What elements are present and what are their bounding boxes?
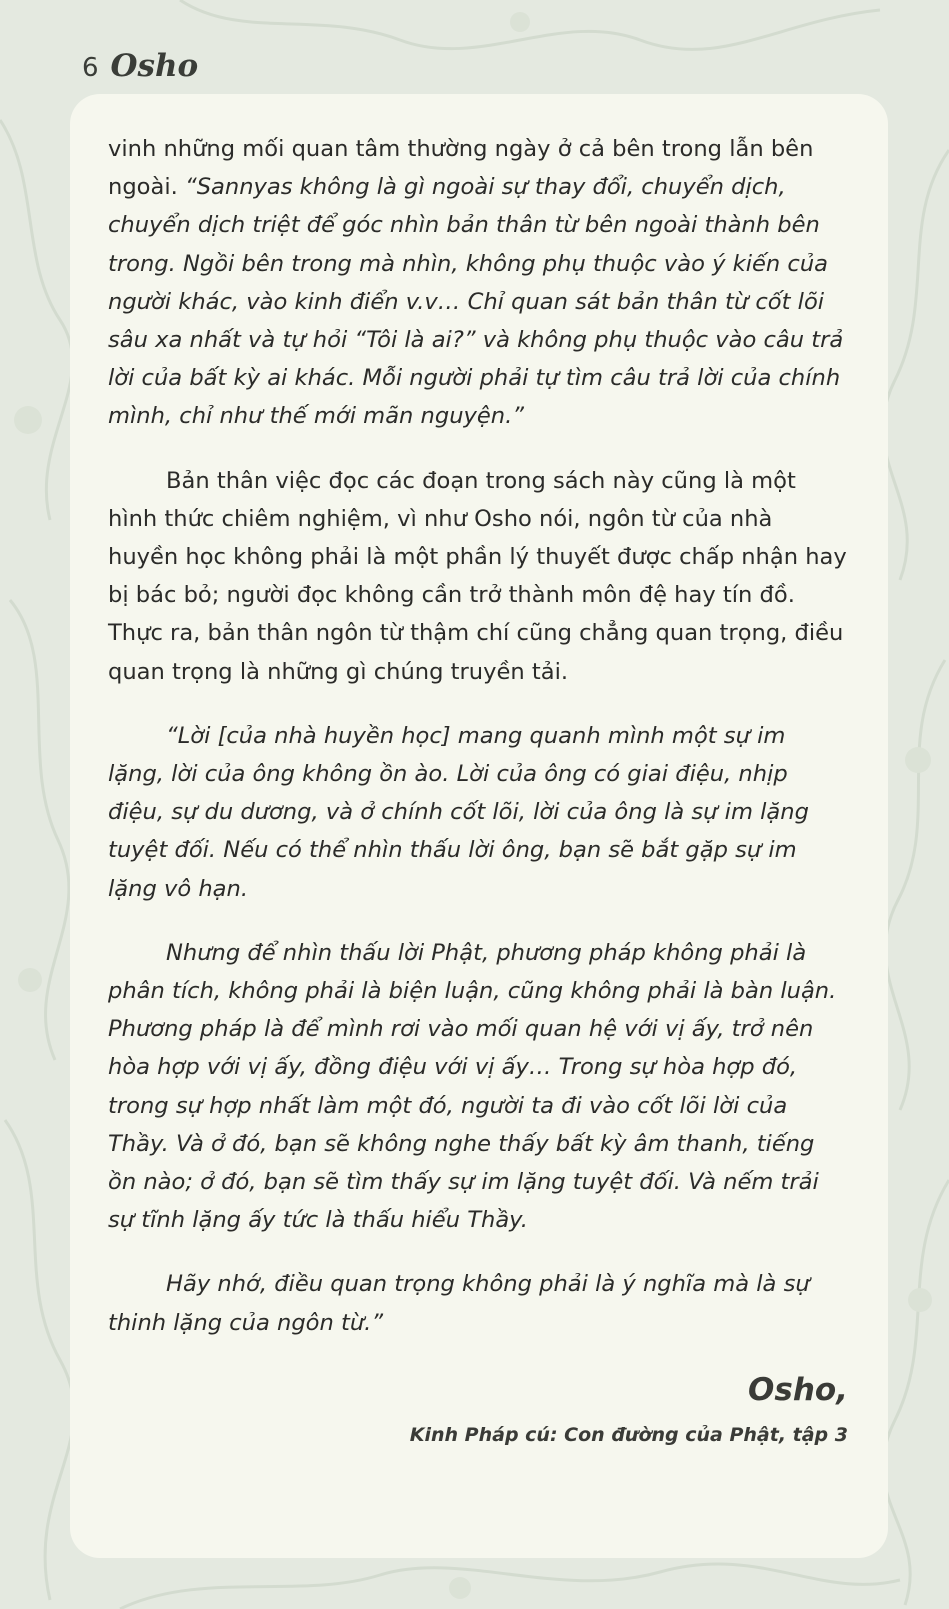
p1-line-1: vinh những mối quan tâm thường ngày ở cả bên trong lẫn: [108, 136, 764, 162]
paragraph-5-quote: Hãy nhớ, điều quan trọng không phải là ý nghĩa mà là sự thinh lặng của ngôn từ.”: [108, 1271, 810, 1336]
page-header: [82, 48, 198, 84]
p1-line-2: bên ngoài.: [108, 136, 814, 201]
paragraph-3-quote: “Lời [của nhà huyền học] mang quanh mình một sự im lặng, lời của ông không ồn ào. Lời của ông có giai điệu, nhịp điệu, sự du dương, và ở chính cốt lõi, lời của ông là sự im lặng tuyệt đối. Nếu có thể nhìn thấu lời ông, bạn sẽ bắt gặp sự im lặng vô hạn.: [108, 722, 809, 902]
p1-quote: “Sannyas không là gì ngoài sự thay đổi, chuyển dịch, chuyển dịch triệt để góc nhìn bản thân từ bên ngoài thành bên trong. Ngồi bên trong mà nhìn, không phụ thuộc vào ý kiến của người khác, vào kinh điển v.v… Chỉ quan sát bản thân từ cốt lõi sâu xa nhất và tự hỏi “Tôi là ai?” và không phụ thuộc vào câu trả lời của bất kỳ ai khác. Mỗi người phải tự tìm câu trả lời của chính mình, chỉ như thế mới mãn nguyện.”: [108, 174, 844, 430]
attribution: [108, 1368, 848, 1452]
page-body: [108, 130, 848, 1452]
paragraph-2: Bản thân việc đọc các đoạn trong sách này cũng là một hình thức chiêm nghiệm, vì như Osho nói, ngôn từ của nhà huyền học không phải là một phần lý thuyết được chấp nhận hay bị bác bỏ; người đọc không cần trở thành môn đệ hay tín đồ. Thực ra, bản thân ngôn từ thậm chí cũng chẳng quan trọng, điều quan trọng là những gì chúng truyền tải.: [108, 467, 847, 685]
attribution-source: Kinh Pháp cú: Con đường của Phật, tập 3: [409, 1423, 848, 1446]
page-number: 6: [82, 53, 99, 83]
paragraph-1: [108, 130, 848, 436]
running-head-title: Osho: [110, 48, 199, 84]
paragraph-4-quote: Nhưng để nhìn thấu lời Phật, phương pháp không phải là phân tích, không phải là biện luận, cũng không phải là bàn luận. Phương pháp là để mình rơi vào mối quan hệ với vị ấy, trở nên hòa hợp với vị ấy, đồng điệu với vị ấy… Trong sự hòa hợp đó, trong sự hợp nhất làm một đó, người ta đi vào cốt lõi lời của Thầy. Và ở đó, bạn sẽ không nghe thấy bất kỳ âm thanh, tiếng ồn nào; ở đó, bạn sẽ tìm thấy sự im lặng tuyệt đối. Và nếm trải sự tĩnh lặng ấy tức là thấu hiểu Thầy.: [108, 939, 837, 1234]
attribution-author: Osho,: [748, 1371, 848, 1408]
